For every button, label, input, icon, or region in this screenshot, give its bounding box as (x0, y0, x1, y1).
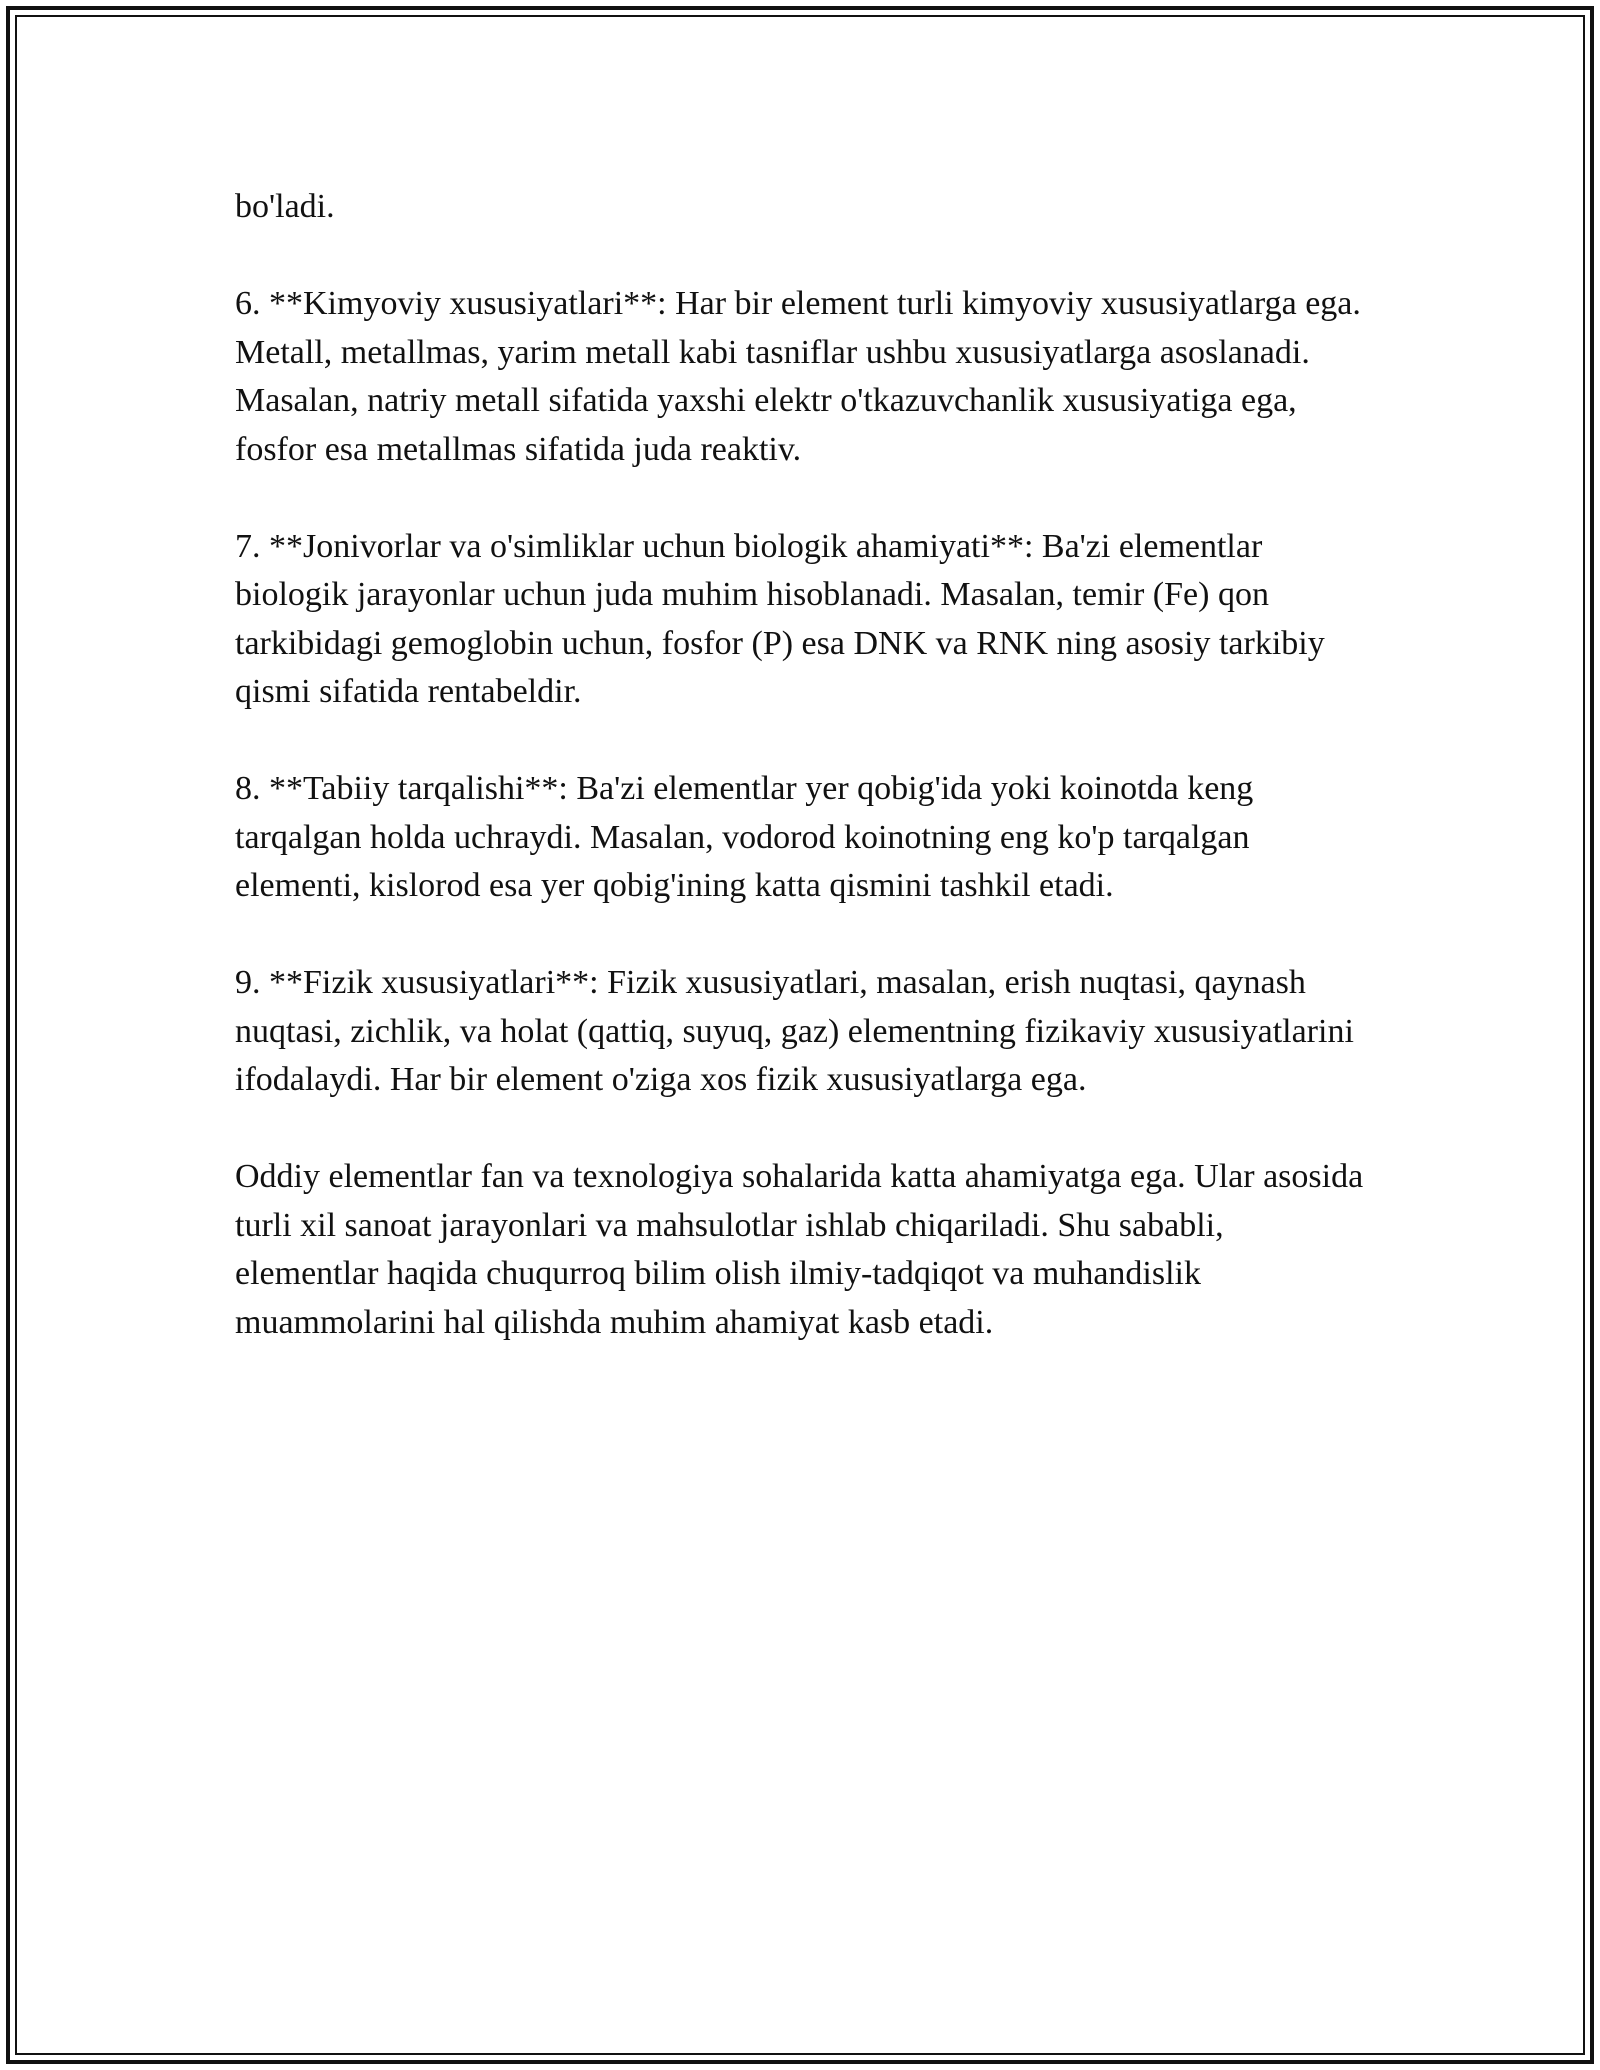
paragraph-item-6-chemical-properties: 6. **Kimyoviy xususiyatlari**: Har bir element turli kimyoviy xususiyatlarga ega. Metall, metallmas, yarim metall kabi tasniflar ushbu xususiyatlarga asoslanadi. Masalan, natriy metall sifatida yaxshi elektr o'tkazuvchanlik xususiyatiga ega, fosfor esa metallmas sifatida juda reaktiv. (235, 285, 1361, 468)
paragraph-continuation: bo'ladi. (235, 188, 335, 225)
paragraph-item-9-physical-properties: 9. **Fizik xususiyatlari**: Fizik xususiyatlari, masalan, erish nuqtasi, qaynash nuqtasi, zichlik, va holat (qattiq, suyuq, gaz) elementning fizikaviy xususiyatlarini ifodalaydi. Har bir element o'ziga xos fizik xususiyatlarga ega. (235, 964, 1354, 1098)
paragraph-conclusion: Oddiy elementlar fan va texnologiya sohalarida katta ahamiyatga ega. Ular asosida turli xil sanoat jarayonlari va mahsulotlar ishlab chiqariladi. Shu sababli, elementlar haqida chuqurroq bilim olish ilmiy-tadqiqot va muhandislik muammolarini hal qilishda muhim ahamiyat kasb etadi. (235, 1158, 1364, 1341)
paragraph-item-8-natural-distribution: 8. **Tabiiy tarqalishi**: Ba'zi elementlar yer qobig'ida yoki koinotda keng tarqalgan holda uchraydi. Masalan, vodorod koinotning eng ko'p tarqalgan elementi, kislorod esa yer qobig'ining katta qismini tashkil etadi. (235, 770, 1254, 904)
paragraph-item-7-biological-importance: 7. **Jonivorlar va o'simliklar uchun biologik ahamiyati**: Ba'zi elementlar biologik jarayonlar uchun juda muhim hisoblanadi. Masalan, temir (Fe) qon tarkibidagi gemoglobin uchun, fosfor (P) esa DNK va RNK ning asosiy tarkibiy qismi sifatida rentabeldir. (235, 527, 1325, 710)
document-body (235, 183, 1365, 1396)
